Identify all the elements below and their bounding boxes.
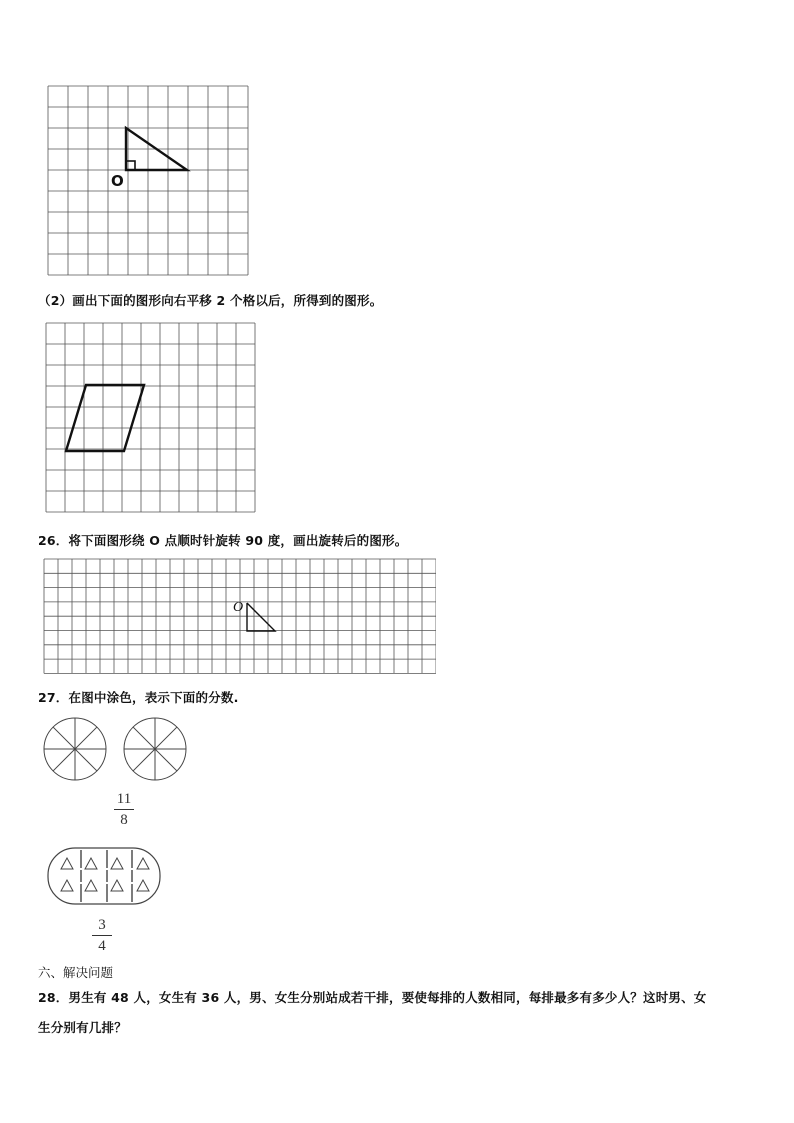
fraction-11-8 <box>112 791 136 828</box>
fraction-11-8-numerator: 11 <box>116 791 132 807</box>
origin-label-figure1: O <box>111 172 124 190</box>
triangle-icon <box>137 858 149 869</box>
right-angle-mark <box>126 161 135 170</box>
fraction-circles <box>40 713 200 785</box>
triangle-icon <box>85 858 97 869</box>
question-28-line2: 生分别有几排？ <box>38 1020 127 1035</box>
rotation-grid <box>42 557 436 677</box>
question-27-text: 27．在图中涂色，表示下面的分数. <box>38 690 239 705</box>
fraction-3-4 <box>90 917 114 954</box>
question-25-2-text: （2）画出下面的图形向右平移 2 个格以后，所得到的图形。 <box>38 293 383 308</box>
rotation-shape <box>247 603 275 631</box>
parallelogram <box>66 385 144 451</box>
parallelogram-grid <box>44 321 260 515</box>
fraction-11-8-denominator: 8 <box>120 812 128 828</box>
triangle-icon <box>137 880 149 891</box>
triangle-icon <box>61 880 73 891</box>
origin-label-figure3: O <box>233 600 244 615</box>
triangle-capsule <box>46 846 164 908</box>
triangle-icon <box>85 880 97 891</box>
capsule-outline <box>48 848 160 904</box>
question-26-text: 26．将下面图形绕 O 点顺时针旋转 90 度，画出旋转后的图形。 <box>38 533 408 548</box>
triangle-icon <box>111 880 123 891</box>
fraction-bar <box>114 809 134 810</box>
fraction-3-4-numerator: 3 <box>98 917 106 933</box>
section-6-title: 六、解决问题 <box>38 965 114 980</box>
question-28-line1: 28．男生有 48 人，女生有 36 人，男、女生分别站成若干排，要使每排的人数相同，每排最多有多少人？这时男、女 <box>38 990 707 1005</box>
triangle-icon <box>111 858 123 869</box>
fraction-3-4-denominator: 4 <box>98 938 106 954</box>
fraction-bar <box>92 935 112 936</box>
triangle-grid <box>46 84 250 278</box>
triangle-icon <box>61 858 73 869</box>
